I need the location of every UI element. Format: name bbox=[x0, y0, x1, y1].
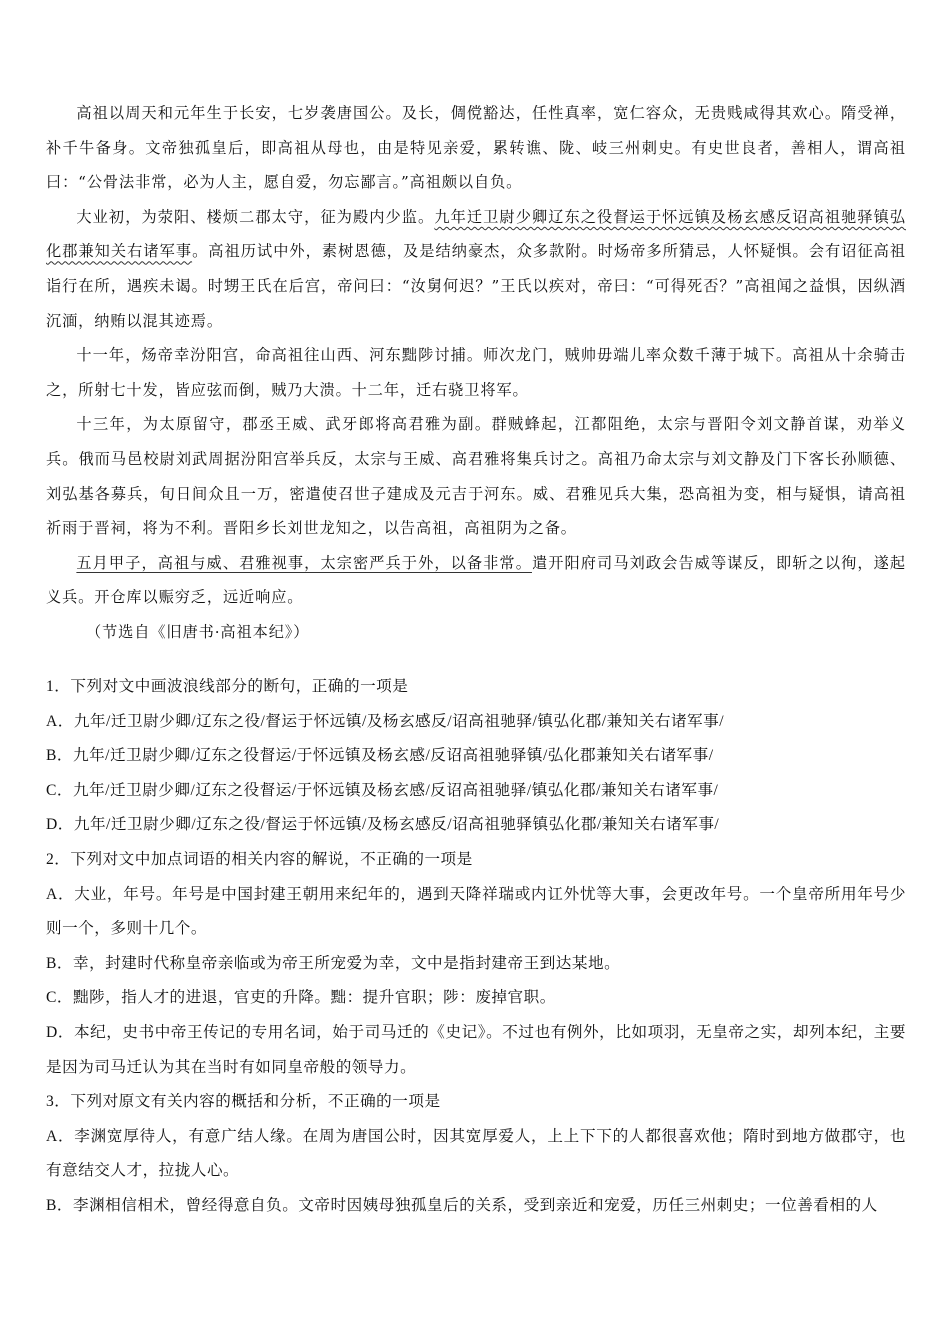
reading-passage bbox=[46, 96, 906, 650]
question-2-option-d: D．本纪，史书中帝王传记的专用名词，始于司马迁的《史记》。不过也有例外，比如项羽，无皇帝之实，却列本纪，主要是因为司马迁认为其在当时有如同皇帝般的领导力。 bbox=[46, 1023, 906, 1076]
question-2-stem: 2．下列对文中加点词语的相关内容的解说，不正确的一项是 bbox=[46, 850, 473, 868]
passage-paragraph-1: 高祖以周天和元年生于长安，七岁袭唐国公。及长，倜傥豁达，任性真率，宽仁容众，无贵贱咸得其欢心。隋受禅，补千牛备身。文帝独孤皇后，即高祖从母也，由是特见亲爱，累转谯、陇、岐三州刺史。有史世良者，善相人，谓高祖曰：“公骨法非常，必为人主，愿自爱，勿忘鄙言。”高祖颇以自负。 bbox=[46, 104, 906, 192]
question-1-option-d: D．九年/迁卫尉少卿/辽东之役/督运于怀远镇/及杨玄感反/诏高祖驰驿镇弘化郡/兼知关右诸军事/ bbox=[46, 816, 720, 834]
question-2-option-b: B．幸，封建时代称皇帝亲临或为帝王所宠爱为幸，文中是指封建帝王到达某地。 bbox=[46, 954, 621, 972]
question-list bbox=[46, 670, 906, 1224]
question-3-option-a: A．李渊宽厚待人，有意广结人缘。在周为唐国公时，因其宽厚爱人，上上下下的人都很喜欢他；隋时到地方做郡守，也有意结交人才，拉拢人心。 bbox=[46, 1127, 906, 1180]
question-2-option-c: C．黜陟，指人才的进退，官吏的升降。黜：提升官职；陟：废掉官职。 bbox=[46, 989, 556, 1007]
passage-paragraph-3: 十一年，炀帝幸汾阳宫，命高祖往山西、河东黜陟讨捕。师次龙门，贼帅毋端儿率众数千薄于城下。高祖从十余骑击之，所射七十发，皆应弦而倒，贼乃大溃。十二年，迁右骁卫将军。 bbox=[46, 346, 906, 399]
question-2-option-a: A．大业，年号。年号是中国封建王朝用来纪年的，遇到天降祥瑞或内讧外忧等大事，会更改年号。一个皇帝所用年号少则一个，多则十几个。 bbox=[46, 885, 906, 938]
paragraph-2-lead: 大业初，为荥阳、楼烦二郡太守，征为殿内少监。 bbox=[76, 207, 435, 226]
question-3-stem: 3．下列对原文有关内容的概括和分析，不正确的一项是 bbox=[46, 1093, 441, 1111]
paragraph-5-rest: 遣开阳府司马刘政会告威等谋反，即斩之以徇，遂起义兵。开仓库以赈穷乏，远近响应。 bbox=[46, 553, 907, 607]
question-1-option-a: A．九年/迁卫尉少卿/辽东之役/督运于怀远镇/及杨玄感反/诏高祖驰驿/镇弘化郡/兼知关右诸军事/ bbox=[46, 712, 725, 730]
question-1-option-b: B．九年/迁卫尉少卿/辽东之役督运/于怀远镇及杨玄感/反诏高祖驰驿镇/弘化郡兼知关右诸军事/ bbox=[46, 747, 714, 765]
paragraph-2-rest: 。高祖历试中外，素树恩德，及是结纳豪杰，众多款附。时炀帝多所猜忌，人怀疑惧。会有诏征高祖诣行在所，遇疾未谒。时甥王氏在后宫，帝问曰：“汝舅何迟？”王氏以疾对，帝曰：“可得死否？”高祖闻之益惧，因纵酒沉湎，纳贿以混其迹焉。 bbox=[46, 242, 906, 330]
question-1-stem: 1．下列对文中画波浪线部分的断句，正确的一项是 bbox=[46, 678, 409, 695]
passage-paragraph-4: 十三年，为太原留守，郡丞王威、武牙郎将高君雅为副。群贼蜂起，江都阻绝，太宗与晋阳令刘文静首谋，劝举义兵。俄而马邑校尉刘武周据汾阳宫举兵反，太宗与王威、高君雅将集兵讨之。高祖乃命太宗与刘文静及门下客长孙顺德、刘弘基各募兵，旬日间众且一万，密遣使召世子建成及元吉于河东。威、君雅见兵大集，恐高祖为变，相与疑惧，请高祖祈雨于晋祠，将为不利。晋阳乡长刘世龙知之，以告高祖，高祖阴为之备。 bbox=[46, 415, 906, 538]
wavy-underlined-sentence: 九年迁卫尉少卿辽东之役督运于怀远镇及杨玄感反诏高祖驰驿镇弘化郡兼知关右诸军事 bbox=[46, 207, 906, 261]
passage-paragraph-5 bbox=[46, 546, 906, 615]
underlined-sentence: 五月甲子，高祖与威、君雅视事，太宗密严兵于外，以备非常。 bbox=[76, 553, 532, 572]
question-3-option-b: B．李渊相信相术，曾经得意自负。文帝时因姨母独孤皇后的关系，受到亲近和宠爱，历任三州刺史；一位善看相的人 bbox=[46, 1196, 878, 1214]
passage-paragraph-2 bbox=[46, 200, 906, 338]
passage-source: （节选自《旧唐书·高祖本纪》） bbox=[86, 622, 310, 641]
question-1-option-c: C．九年/迁卫尉少卿/辽东之役督运/于怀远镇及杨玄感/反诏高祖驰驿/镇弘化郡/兼知关右诸军事/ bbox=[46, 781, 719, 799]
